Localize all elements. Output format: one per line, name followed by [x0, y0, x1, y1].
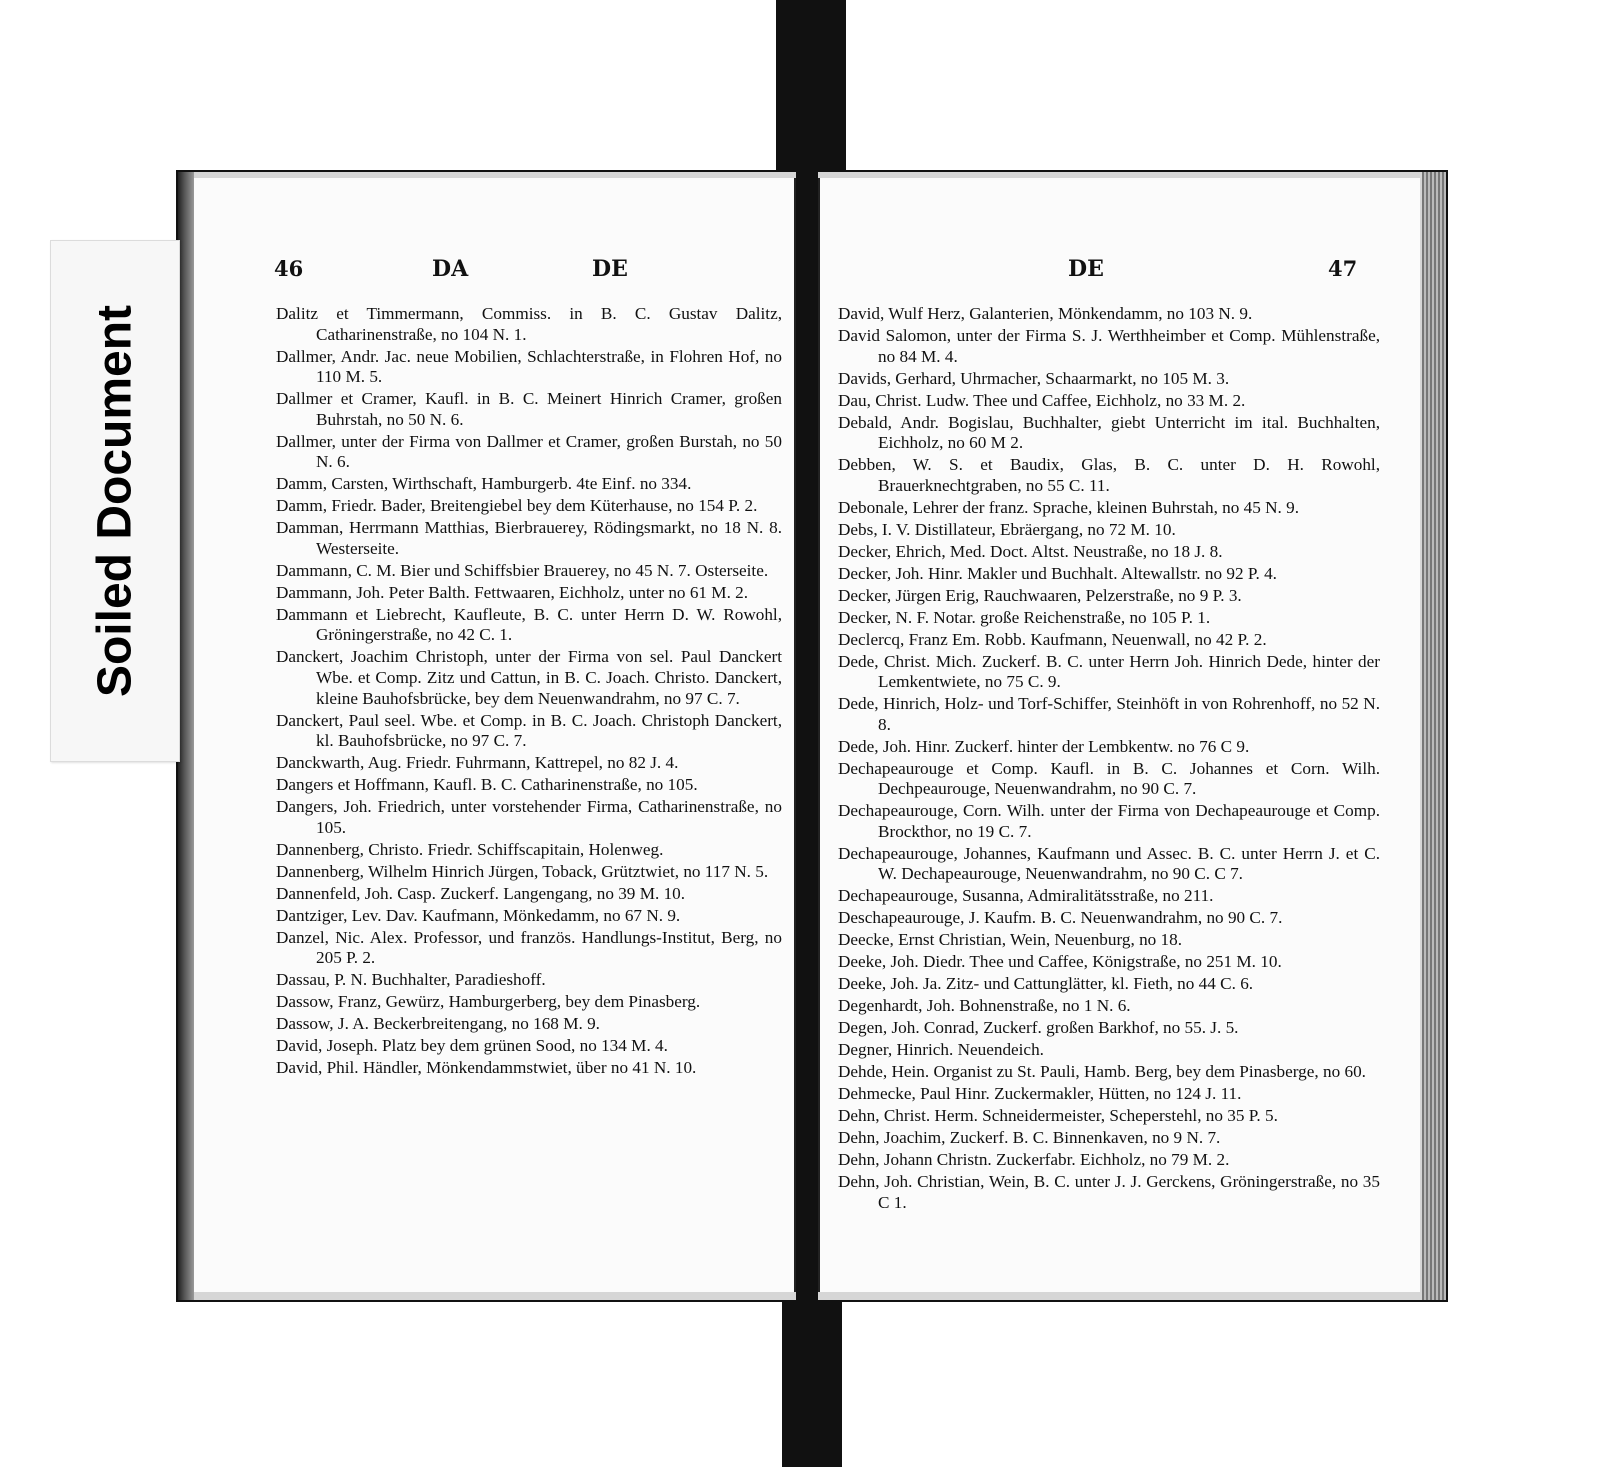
directory-entry: Degen, Joh. Conrad, Zuckerf. großen Barkhof, no 55. J. 5.: [838, 1018, 1239, 1038]
directory-entry: Dehde, Hein. Organist zu St. Pauli, Hamb. Berg, bey dem Pinasberge, no 60.: [838, 1062, 1366, 1082]
directory-entry: Dannenfeld, Joh. Casp. Zuckerf. Langengang, no 39 M. 10.: [276, 883, 686, 903]
directory-entry: Dammann et Liebrecht, Kaufleute, B. C. unter Herrn D. W. Rowohl, Gröningerstraße, no 42 C. 1.: [276, 604, 782, 645]
directory-entry: Dechapeaurouge, Susanna, Admiralitätsstraße, no 211.: [838, 886, 1214, 906]
directory-entry: Debs, I. V. Distillateur, Ebräergang, no 72 M. 10.: [838, 519, 1176, 539]
directory-entry: Deecke, Ernst Christian, Wein, Neuenburg, no 18.: [838, 930, 1183, 950]
directory-entry: Damm, Friedr. Bader, Breitengiebel bey dem Küterhause, no 154 P. 2.: [276, 496, 758, 516]
directory-entry: Dehn, Joh. Christian, Wein, B. C. unter J. J. Gerckens, Gröningerstraße, no 35 C 1.: [838, 1172, 1380, 1212]
soiled-document-text: Soiled Document: [88, 304, 142, 698]
directory-entry: Decker, Ehrich, Med. Doct. Altst. Neustraße, no 18 J. 8.: [838, 541, 1223, 561]
directory-entry: Dalitz et Timmermann, Commiss. in B. C. Gustav Dalitz, Catharinenstraße, no 104 N. 1.: [276, 304, 782, 344]
directory-entry: Davids, Gerhard, Uhrmacher, Schaarmarkt, no 105 M. 3.: [838, 368, 1230, 388]
directory-entry: Dehn, Johann Christn. Zuckerfabr. Eichholz, no 79 M. 2.: [838, 1150, 1230, 1170]
directory-entry: Dallmer, Andr. Jac. neue Mobilien, Schlachterstraße, in Flohren Hof, no 110 M. 5.: [276, 346, 782, 387]
directory-entry: Dechapeaurouge, Corn. Wilh. unter der Firma von Dechapeaurouge et Comp. Brockthor, no 19 C. 7.: [838, 801, 1380, 841]
directory-entry: Dede, Joh. Hinr. Zuckerf. hinter der Lembkentw. no 76 C 9.: [838, 736, 1250, 756]
directory-entry: Debald, Andr. Bogislau, Buchhalter, giebt Unterricht im ital. Buchhalten, Eichholz, no 60 M 2.: [838, 412, 1380, 453]
directory-entry: David, Phil. Händler, Mönkendammstwiet, über no 41 N. 10.: [276, 1058, 697, 1078]
directory-entry: Dassow, Franz, Gewürz, Hamburgerberg, bey dem Pinasberg.: [276, 992, 701, 1012]
spine-bottom: [782, 1288, 842, 1467]
left-page-number: 46: [274, 256, 304, 281]
directory-entry: Dantziger, Lev. Dav. Kaufmann, Mönkedamm, no 67 N. 9.: [276, 905, 681, 925]
directory-entry: Dechapeaurouge et Comp. Kaufl. in B. C. Johannes et Corn. Wilh. Dechpeaurouge, Neuenwandrahm, no 90 C. 7.: [838, 758, 1380, 799]
directory-entry: Danckwarth, Aug. Friedr. Fuhrmann, Kattrepel, no 82 J. 4.: [276, 753, 679, 773]
left-header-range-end: DE: [592, 256, 628, 282]
directory-entry: Danckert, Paul seel. Wbe. et Comp. in B. C. Joach. Christoph Danckert, kl. Bauhofsbrücke, no 97 C. 7.: [276, 710, 782, 751]
directory-entry: Dassau, P. N. Buchhalter, Paradieshoff.: [276, 970, 546, 990]
directory-entry: Dassow, J. A. Beckerbreitengang, no 168 M. 9.: [276, 1014, 600, 1034]
book-right-edge: [1422, 172, 1446, 1300]
directory-entry: Decker, N. F. Notar. große Reichenstraße, no 105 P. 1.: [838, 607, 1211, 627]
directory-entry: Danzel, Nic. Alex. Professor, und französ. Handlungs-Institut, Berg, no 205 P. 2.: [276, 927, 782, 968]
left-page-header: [194, 256, 794, 286]
directory-entry: Debben, W. S. et Baudix, Glas, B. C. unter D. H. Rowohl, Brauerknechtgraben, no 55 C. 11.: [838, 455, 1380, 495]
directory-entry: Deschapeaurouge, J. Kaufm. B. C. Neuenwandrahm, no 90 C. 7.: [838, 908, 1283, 928]
directory-entry: Decker, Jürgen Erig, Rauchwaaren, Pelzerstraße, no 9 P. 3.: [838, 585, 1242, 605]
directory-entry: Debonale, Lehrer der franz. Sprache, kleinen Buhrstah, no 45 N. 9.: [838, 497, 1300, 517]
soiled-document-label: [50, 240, 180, 762]
right-page-header: [820, 256, 1420, 286]
directory-entry: Dallmer et Cramer, Kaufl. in B. C. Meinert Hinrich Cramer, großen Buhrstah, no 50 N. 6.: [276, 389, 782, 429]
directory-entry: Dechapeaurouge, Johannes, Kaufmann und Assec. B. C. unter Herrn J. et C. W. Dechapeaurouge, Neuenwandrahm, no 90 C. C 7.: [838, 843, 1380, 884]
directory-entry: Dannenberg, Wilhelm Hinrich Jürgen, Toback, Grütztwiet, no 117 N. 5.: [276, 861, 769, 881]
directory-entry: Dede, Hinrich, Holz- und Torf-Schiffer, Steinhöft in von Rohrenhoff, no 52 N. 8.: [838, 694, 1380, 734]
directory-entry: Dau, Christ. Ludw. Thee und Caffee, Eichholz, no 33 M. 2.: [838, 390, 1246, 410]
open-book: [176, 170, 1448, 1302]
directory-entry: Dangers et Hoffmann, Kaufl. B. C. Catharinenstraße, no 105.: [276, 775, 698, 795]
directory-entry: Dangers, Joh. Friedrich, unter vorstehender Firma, Catharinenstraße, no 105.: [276, 797, 782, 837]
directory-entry: Dammann, C. M. Bier und Schiffsbier Brauerey, no 45 N. 7. Osterseite.: [276, 560, 769, 580]
directory-entry: Dehn, Christ. Herm. Schneidermeister, Scheperstehl, no 35 P. 5.: [838, 1106, 1278, 1126]
directory-entry: Declercq, Franz Em. Robb. Kaufmann, Neuenwall, no 42 P. 2.: [838, 629, 1267, 649]
directory-entry: Deeke, Joh. Ja. Zitz- und Cattunglätter, kl. Fieth, no 44 C. 6.: [838, 974, 1254, 994]
directory-entry: Damman, Herrmann Matthias, Bierbrauerey, Rödingsmarkt, no 18 N. 8. Westerseite.: [276, 518, 782, 558]
directory-entry: Dammann, Joh. Peter Balth. Fettwaaren, Eichholz, unter no 61 M. 2.: [276, 582, 749, 602]
directory-entry: Dallmer, unter der Firma von Dallmer et Cramer, großen Burstah, no 50 N. 6.: [276, 431, 782, 472]
directory-entry: Dehn, Joachim, Zuckerf. B. C. Binnenkaven, no 9 N. 7.: [838, 1128, 1221, 1148]
left-page-entries: [276, 304, 782, 1080]
directory-entry: Decker, Joh. Hinr. Makler und Buchhalt. Altewallstr. no 92 P. 4.: [838, 563, 1277, 583]
directory-entry: David, Joseph. Platz bey dem grünen Sood, no 134 M. 4.: [276, 1036, 668, 1056]
right-page: [818, 178, 1420, 1292]
directory-entry: Dehmecke, Paul Hinr. Zuckermakler, Hütten, no 124 J. 11.: [838, 1084, 1242, 1104]
directory-entry: Degenhardt, Joh. Bohnenstraße, no 1 N. 6.: [838, 996, 1131, 1016]
directory-entry: Damm, Carsten, Wirthschaft, Hamburgerb. 4te Einf. no 334.: [276, 474, 692, 494]
left-header-range-start: DA: [432, 256, 469, 282]
directory-entry: Degner, Hinrich. Neuendeich.: [838, 1040, 1044, 1060]
directory-entry: Dede, Christ. Mich. Zuckerf. B. C. unter Herrn Joh. Hinrich Dede, hinter der Lemkentwiete, no 75 C. 9.: [838, 651, 1380, 692]
directory-entry: David, Wulf Herz, Galanterien, Mönkendamm, no 103 N. 9.: [838, 304, 1253, 323]
right-header-range: DE: [1068, 256, 1104, 282]
right-page-entries: [838, 304, 1380, 1215]
right-page-number: 47: [1328, 256, 1358, 281]
directory-entry: Deeke, Joh. Diedr. Thee und Caffee, Königstraße, no 251 M. 10.: [838, 952, 1282, 972]
left-page: [194, 178, 796, 1292]
book-left-edge: [178, 172, 194, 1300]
book-gutter: [796, 172, 818, 1300]
directory-entry: David Salomon, unter der Firma S. J. Werthheimber et Comp. Mühlenstraße, no 84 M. 4.: [838, 325, 1380, 366]
directory-entry: Dannenberg, Christo. Friedr. Schiffscapitain, Holenweg.: [276, 839, 664, 859]
directory-entry: Danckert, Joachim Christoph, unter der Firma von sel. Paul Danckert Wbe. et Comp. Zitz und Cattun, in B. C. Joach. Christo. Danckert, kleine Bauhofsbrücke, bey dem Neuenwandrahm, no 97 C. 7.: [276, 647, 782, 708]
